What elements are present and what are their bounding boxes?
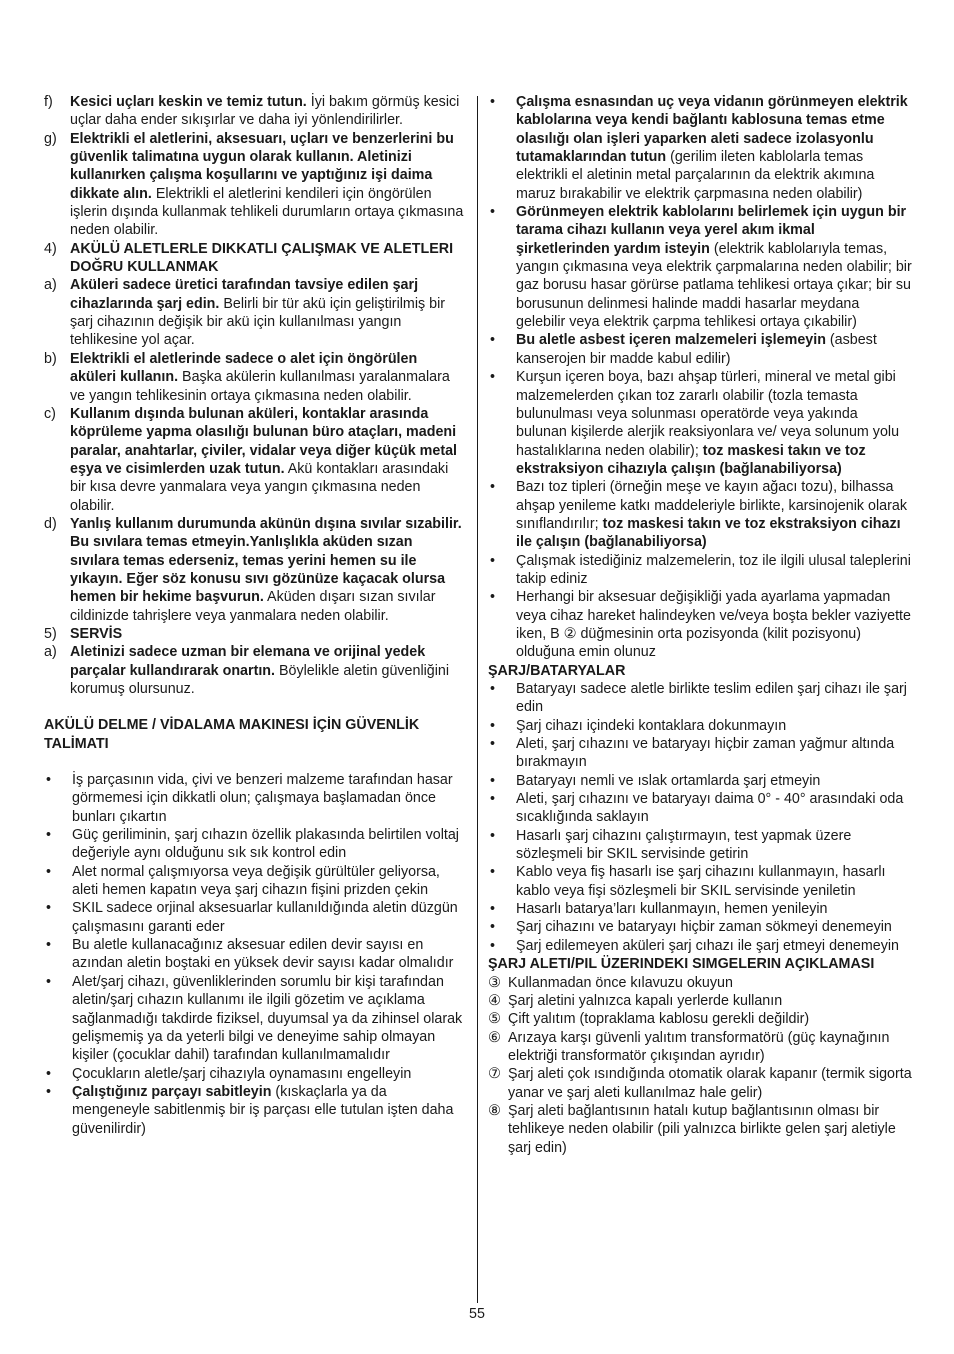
- item-text: Belirli bir tür akü için geliştirilmiş bir şarj cihazının değişik bir akü için kullanılması yangın tehlikesine yol açar.: [70, 295, 446, 349]
- symbol-item: [488, 1010, 912, 1028]
- bullet-icon: •: [490, 552, 496, 569]
- left-bullet-list: [44, 771, 464, 1138]
- symbol-number: ⑦: [488, 1066, 501, 1083]
- list-item: [488, 203, 912, 331]
- list-item: [488, 478, 912, 551]
- item-text: İyi bakım görmüş kesici uçlar daha ender sıkışırlar ve daha iyi yönlendirilirler.: [70, 94, 460, 129]
- safety-item: [44, 276, 464, 349]
- symbol-item: [488, 1102, 912, 1157]
- item-bold-text: Çalışma esnasından uç veya vidanın görünmeyen elektrik kablolarına veya kendi bağlantı kablosuna temas etme olasılığı olan işleri yaparken aleti sadece izolasyonlu tutamaklarından tutun: [516, 94, 908, 166]
- item-bold-text: Yanlış kullanım durumunda akünün dışına sıvılar sızabilir. Bu sıvılara temas etmeyin.Yanlışlıkla aküden sızan sıvılara temas ederseniz, temas yerini hemen su ile yıkayın. Eğer söz konusu sıvı gözünüze kaçacak olursa hemen bir hekime başvurun.: [70, 515, 462, 606]
- symbol-item: [488, 974, 912, 992]
- bullet-icon: •: [490, 94, 496, 110]
- list-item: [488, 552, 912, 589]
- list-item: [44, 771, 464, 826]
- list-item: [488, 735, 912, 772]
- symbol-item: [488, 992, 912, 1010]
- bullet-icon: •: [490, 827, 496, 844]
- bullet-icon: •: [490, 901, 496, 918]
- safety-item: [44, 643, 464, 698]
- item-bold-text: Kullanım dışında bulunan aküleri, kontaklar arasında köprüleme yapma olasılığı bulunan büro ataçları, madeni paralar, anahtarlar, çiviler, vidalar veya diğer küçük metal eşya ve cisimlerden uzak tutun.: [70, 405, 458, 477]
- item-marker: b): [44, 350, 57, 367]
- safety-item: [44, 93, 464, 130]
- bullet-icon: •: [490, 369, 496, 386]
- bullet-icon: •: [46, 1083, 52, 1100]
- item-text: SKIL sadece orjinal aksesuarlar kullanıldığında aletin düzgün çalışmasını garanti eder: [72, 900, 458, 935]
- item-text: Elektrikli el aletlerini kendileri için öngörülen işlerin dışında kullanmak tehlikeli durumların ortaya çıkmasına neden olabilir.: [70, 185, 464, 239]
- symbol-item: [488, 1065, 912, 1102]
- item-text: İş parçasının vida, çivi ve benzeri malzeme tarafından hasar görmemesi için dikkatli olun; çalışmaya başlamadan önce bunları çıkartın: [72, 772, 453, 825]
- bullet-icon: •: [46, 772, 52, 789]
- symbols-list: [488, 974, 912, 1157]
- column-divider: [477, 96, 478, 1303]
- item-text: Alet normal çalışmıyorsa veya değişik gürültüler geliyorsa, aleti hemen kapatın veya şarj cihazın fişini prizden çekin: [72, 863, 440, 899]
- spacer: [44, 698, 464, 716]
- list-item: [44, 899, 464, 936]
- item-text: Böylelikle aletin güvenliğini korumuş olursunuz.: [70, 662, 450, 697]
- item-bold-text: SERVİS: [70, 625, 123, 642]
- bullet-icon: •: [490, 681, 496, 697]
- item-text: Bataryayı nemli ve ıslak ortamlarda şarj etmeyin: [516, 772, 821, 789]
- section-heading: AKÜLÜ DELME / VİDALAMA MAKINESI İÇİN GÜVENLİK TALİMATI: [44, 717, 420, 752]
- symbol-text: Şarj aleti çok ısındığında otomatik olarak kapanır (termik sigorta yanar ve şarj aleti kullanılmaz hale gelir): [508, 1066, 912, 1101]
- list-item: [488, 93, 912, 203]
- list-item: [44, 973, 464, 1065]
- item-text: Başka akülerin kullanılması yaralanmalara ve yangın tehlikesinin ortaya çıkmasına neden olabilir.: [70, 369, 450, 404]
- item-text: (gerilim ileten kablolarla temas elektrikli el aletinin metal parçalarının da elektrik akımına maruz bırakabilir ve elektrik çarpmasına neden olabilir): [516, 149, 875, 202]
- list-item: [488, 680, 912, 717]
- safety-item: [44, 240, 464, 277]
- item-text: Bataryayı sadece aletle birlikte teslim edilen şarj cihazı ile şarj edin: [516, 681, 907, 716]
- symbol-number: ③: [488, 974, 501, 991]
- symbol-text: Şarj aleti bağlantısının hatalı kutup bağlantısının olması bir tehlikeye neden olabilir (pili yalnızca birlikte gelen şarj aletiyle şarj edin): [508, 1102, 896, 1156]
- item-marker: d): [44, 515, 57, 532]
- charging-heading: ŞARJ/BATARYALAR: [488, 662, 626, 679]
- symbol-number: ⑥: [488, 1029, 501, 1046]
- item-text: Alet/şarj cihazı, güvenliklerinden sorumlu bir kişi tarafından aletin/şarj cıhazın kullanımı ile ilgili gözetim ve açıklama sağlanmadığı takdirde fiziksel, duyumsal ya da zihinsel olarak gelişmemiş ya da yeterli bilgi ve deneyime sahip olmayan kişiler (çocuklar dahil) tarafından kullanılmamalıdır: [72, 973, 463, 1064]
- item-bold-text: AKÜLÜ ALETLERLE DIKKATLI ÇALIŞMAK VE ALETLERI DOĞRU KULLANMAK: [70, 240, 454, 276]
- bullet-icon: •: [490, 717, 496, 734]
- safety-item: [44, 625, 464, 643]
- bullet-icon: •: [46, 973, 52, 990]
- bullet-icon: •: [46, 900, 52, 917]
- symbol-text: Kullanmadan önce kılavuzu okuyun: [508, 974, 733, 991]
- bullet-icon: •: [490, 332, 496, 349]
- item-text: Aleti, şarj cıhazını ve bataryayı hiçbir zaman yağmur altında bırakmayın: [516, 736, 895, 771]
- item-text: Herhangi bir aksesuar değişikliği yada ayarlama yapmadan veya cihaz hareket halindeyken ve/veya boşta bekler vaziyette iken, B ② düğmesinin orta pozisyonda (kilit pozisyonu) olduğuna emin olunuz: [516, 589, 911, 661]
- item-marker: c): [44, 405, 56, 422]
- item-text: Aküden dışarı sızan sıvılar cildinizde tahrişlere veya yanmalara neden olabilir.: [70, 589, 436, 624]
- list-item: [488, 900, 912, 918]
- list-item: [44, 936, 464, 973]
- item-text: Aleti, şarj cıhazını ve bataryayı daima 0° - 40° arasındaki oda sıcaklığında saklayın: [516, 791, 904, 826]
- bullet-icon: •: [490, 919, 496, 936]
- item-text: Kurşun içeren boya, bazı ahşap türleri, mineral ve metal gibi malzemelerden çıkan toz zararlı olabilir (tozla temasta bulunulması veya solunması operatörde veya yakında bulunan kişilerde alerjik reaksiyonlara ve/ veya solunum yolu hastalıklarına neden olabilir);: [516, 369, 900, 459]
- item-text: (elektrik kablolarıyla temas, yangın çıkmasına veya elektrik çarpmalarına neden olabilir; bir gaz borusu hasar görürse patlama tehlikesi ortaya çıkar; bir su borusunun delinmesi halinde maddi hasarlar meydana gelebilir veya elektrik çarpma tehlikesi ortaya çıkabilir): [516, 240, 912, 331]
- item-text: Akü kontakları arasındaki bir kısa devre yanmalara veya yangın çıkmasına neden olabilir.: [70, 460, 449, 514]
- bullet-icon: •: [490, 736, 496, 753]
- symbol-text: Arızaya karşı güvenli yalıtım transformatörü (güç kaynağının elektriği transformatör çıkışından ayrıdır): [508, 1029, 890, 1064]
- bullet-icon: •: [46, 937, 52, 954]
- item-text: (kıskaçlarla ya da mengeneyle sabitlenmiş bir iş parçası elle tutulan işten daha güvenilirdir): [72, 1083, 454, 1137]
- list-item: [488, 331, 912, 368]
- list-item: [488, 790, 912, 827]
- symbol-number: ④: [488, 992, 501, 1009]
- item-text: (asbest kanserojen bir madde kabul edilir): [516, 332, 877, 367]
- list-item: [44, 1083, 464, 1138]
- item-marker: a): [44, 277, 57, 294]
- page-number: 55: [469, 1306, 485, 1322]
- symbols-heading: ŞARJ ALETI/PIL ÜZERINDEKI SIMGELERIN AÇIKLAMASI: [488, 956, 875, 973]
- safety-item: [44, 130, 464, 240]
- item-bold-text: toz maskesi takın ve toz ekstraksiyon cihazı ile çalışın (bağlanabiliyorsa): [516, 515, 901, 551]
- bullet-icon: •: [46, 863, 52, 880]
- item-marker: 4): [44, 240, 57, 257]
- list-item: [44, 1065, 464, 1083]
- list-item: [44, 863, 464, 900]
- item-marker: f): [44, 94, 53, 110]
- bullet-icon: •: [490, 479, 496, 496]
- list-item: [488, 368, 912, 478]
- list-item: [488, 937, 912, 955]
- right-bullet-list: [488, 93, 912, 662]
- bullet-icon: •: [490, 864, 496, 881]
- item-text: Bu aletle kullanacağınız aksesuar edilen devir sayısı en azından aletin boştaki en yüksek devir sayısı kadar olmalıdır: [72, 937, 454, 972]
- list-item: [488, 827, 912, 864]
- item-bold-text: Bu aletle asbest içeren malzemeleri işlemeyin: [516, 332, 826, 349]
- list-item: [44, 826, 464, 863]
- item-bold-text: Elektrikli el aletlerinde sadece o alet için öngörülen aküleri kullanın.: [70, 350, 418, 386]
- spacer: [44, 753, 464, 771]
- item-text: Şarj cihazını ve bataryayı hiçbir zaman sökmeyi denemeyin: [516, 919, 892, 936]
- safety-item: [44, 405, 464, 515]
- list-item: [488, 717, 912, 735]
- item-marker: 5): [44, 625, 57, 642]
- bullet-icon: •: [490, 772, 496, 789]
- item-marker: g): [44, 130, 57, 147]
- item-text: Hasarlı şarj cihazını çalıştırmayın, test yapmak üzere sözleşmeli bir SKIL servisinde getirin: [516, 827, 852, 863]
- bullet-icon: •: [490, 204, 496, 221]
- bullet-icon: •: [490, 589, 496, 606]
- item-bold-text: Aküleri sadece üretici tarafından tavsiye edilen şarj cihazlarında şarj edin.: [70, 277, 419, 312]
- bullet-icon: •: [46, 827, 52, 844]
- symbol-text: Şarj aletini yalnızca kapalı yerlerde kullanın: [508, 992, 783, 1009]
- safety-item: [44, 350, 464, 405]
- charging-bullet-list: [488, 680, 912, 955]
- item-text: Güç geriliminin, şarj cıhazın özellik plakasında belirtilen voltaj değeriyle aynı olduğunu sık sık kontrol edin: [72, 827, 459, 862]
- list-item: [488, 772, 912, 790]
- symbol-item: [488, 1029, 912, 1066]
- left-column: [44, 93, 464, 1138]
- symbol-number: ⑤: [488, 1011, 501, 1028]
- symbol-number: ⑧: [488, 1102, 501, 1119]
- item-bold-text: Çalıştığınız parçayı sabitleyin: [72, 1083, 272, 1100]
- item-marker: a): [44, 644, 57, 661]
- item-bold-text: toz maskesi takın ve toz ekstraksiyon cihazıyla çalışın (bağlanabiliyorsa): [516, 442, 866, 477]
- bullet-icon: •: [490, 791, 496, 808]
- bullet-icon: •: [490, 937, 496, 954]
- item-text: Hasarlı batarya’ları kullanmayın, hemen yenileyin: [516, 901, 828, 918]
- item-text: Çocukların aletle/şarj cihazıyla oynamasını engelleyin: [72, 1065, 412, 1082]
- list-item: [488, 863, 912, 900]
- symbol-text: Çift yalıtım (topraklama kablosu gerekli değildir): [508, 1011, 810, 1028]
- item-text: Şarj edilemeyen aküleri şarj cıhazı ile şarj etmeyi denemeyin: [516, 937, 900, 954]
- item-bold-text: Görünmeyen elektrik kablolarını belirlemek için uygun bir tarama cihazı kullanın veya yerel akım ikmal şirketlerinden yardım isteyin: [516, 204, 907, 257]
- list-item: [488, 918, 912, 936]
- item-text: Kablo veya fiş hasarlı ise şarj cihazını kullanmayın, hasarlı kablo veya fişi sözleşmeli bir SKIL servisinde yeniletin: [516, 864, 886, 899]
- item-text: Çalışmak istediğiniz malzemelerin, toz ile ilgili ulusal taleplerini takip ediniz: [516, 552, 911, 587]
- list-item: [488, 588, 912, 661]
- item-bold-text: Elektrikli el aletlerini, aksesuarı, uçları ve benzerlerini bu güvenlik talimatına uygun olarak kullanın. Aletinizi kullanırken çalışma koşullarını ve yaptığınız işi daima dikkate alın.: [70, 130, 454, 202]
- item-text: Şarj cihazı içindeki kontaklara dokunmayın: [516, 717, 787, 734]
- item-bold-text: Kesici uçları keskin ve temiz tutun.: [70, 94, 307, 110]
- left-safety-items: [44, 93, 464, 698]
- bullet-icon: •: [46, 1065, 52, 1082]
- item-text: Bazı toz tipleri (örneğin meşe ve kayın ağacı tozu), bilhassa ahşap yenileme katkı maddeleriyle birlikte, karsinojenik olarak sınıflandırılır;: [516, 479, 907, 532]
- item-bold-text: Aletinizi sadece uzman bir elemana ve orijinal yedek parçalar kullandırarak onartın.: [70, 644, 426, 679]
- safety-item: [44, 515, 464, 625]
- right-column: [488, 93, 912, 1157]
